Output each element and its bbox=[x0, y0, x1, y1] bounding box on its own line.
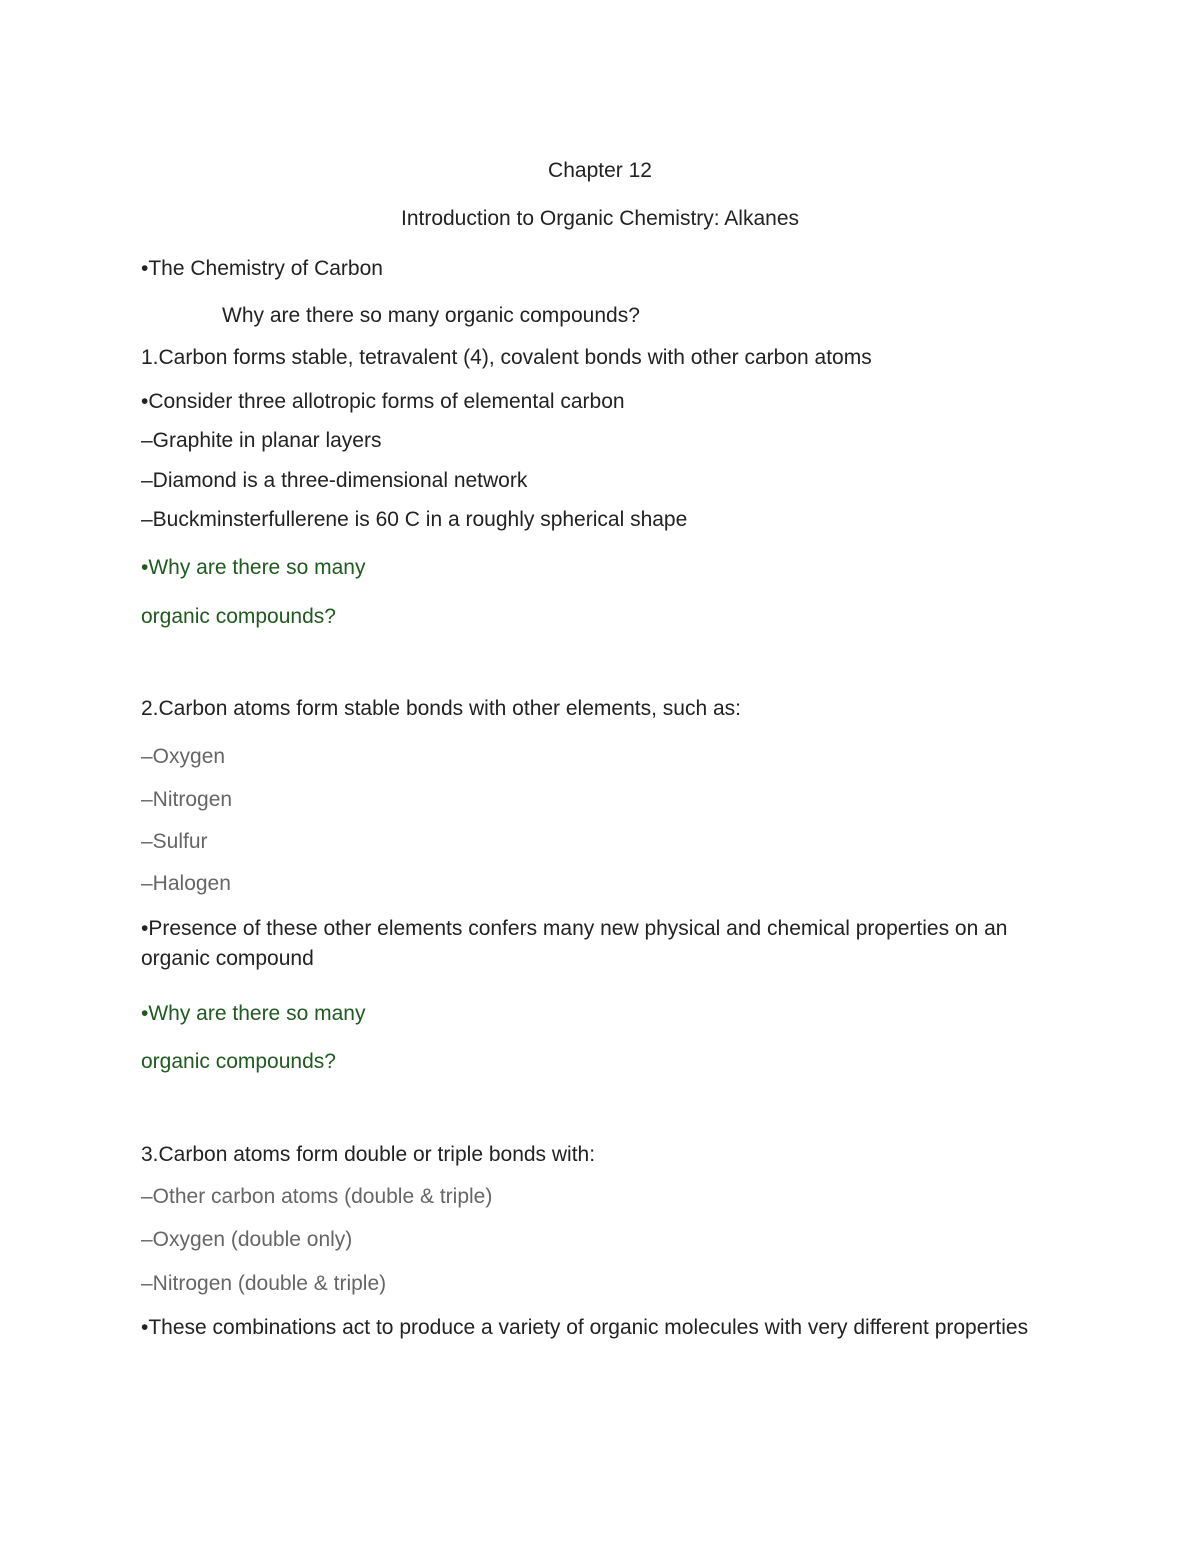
chapter-heading: Chapter 12 bbox=[548, 159, 652, 182]
bond-type-item: –Oxygen (double only) bbox=[141, 1228, 353, 1251]
element-item: –Oxygen bbox=[141, 745, 226, 768]
point-1: 1.Carbon forms stable, tetravalent (4), covalent bonds with other carbon atoms bbox=[141, 346, 872, 369]
allotrope-item: –Graphite in planar layers bbox=[141, 429, 382, 452]
question-why: Why are there so many organic compounds? bbox=[222, 304, 640, 327]
green-question-1-line-2: organic compounds? bbox=[141, 605, 336, 628]
combinations-paragraph: •These combinations act to produce a variety of organic molecules with very different properties bbox=[141, 1316, 1029, 1339]
point-3: 3.Carbon atoms form double or triple bonds with: bbox=[141, 1143, 596, 1166]
element-item: –Halogen bbox=[141, 872, 231, 895]
section-heading-carbon: •The Chemistry of Carbon bbox=[141, 257, 383, 280]
point-2: 2.Carbon atoms form stable bonds with other elements, such as: bbox=[141, 697, 741, 720]
presence-paragraph: •Presence of these other elements confers many new physical and chemical properties on an organic compound bbox=[141, 917, 1008, 970]
bond-type-item: –Nitrogen (double & triple) bbox=[141, 1272, 387, 1295]
chapter-title: Introduction to Organic Chemistry: Alkanes bbox=[400, 207, 799, 230]
allotrope-item: –Buckminsterfullerene is 60 C in a roughly spherical shape bbox=[141, 508, 688, 531]
allotropes-intro: •Consider three allotropic forms of elemental carbon bbox=[141, 390, 625, 413]
green-question-2-line-1: •Why are there so many bbox=[141, 1002, 366, 1025]
green-question-2-line-2: organic compounds? bbox=[141, 1050, 336, 1073]
element-item: –Sulfur bbox=[141, 830, 208, 853]
element-item: –Nitrogen bbox=[141, 788, 233, 811]
allotrope-item: –Diamond is a three-dimensional network bbox=[141, 469, 528, 492]
green-question-1-line-1: •Why are there so many bbox=[141, 556, 366, 579]
bond-type-item: –Other carbon atoms (double & triple) bbox=[141, 1185, 493, 1208]
